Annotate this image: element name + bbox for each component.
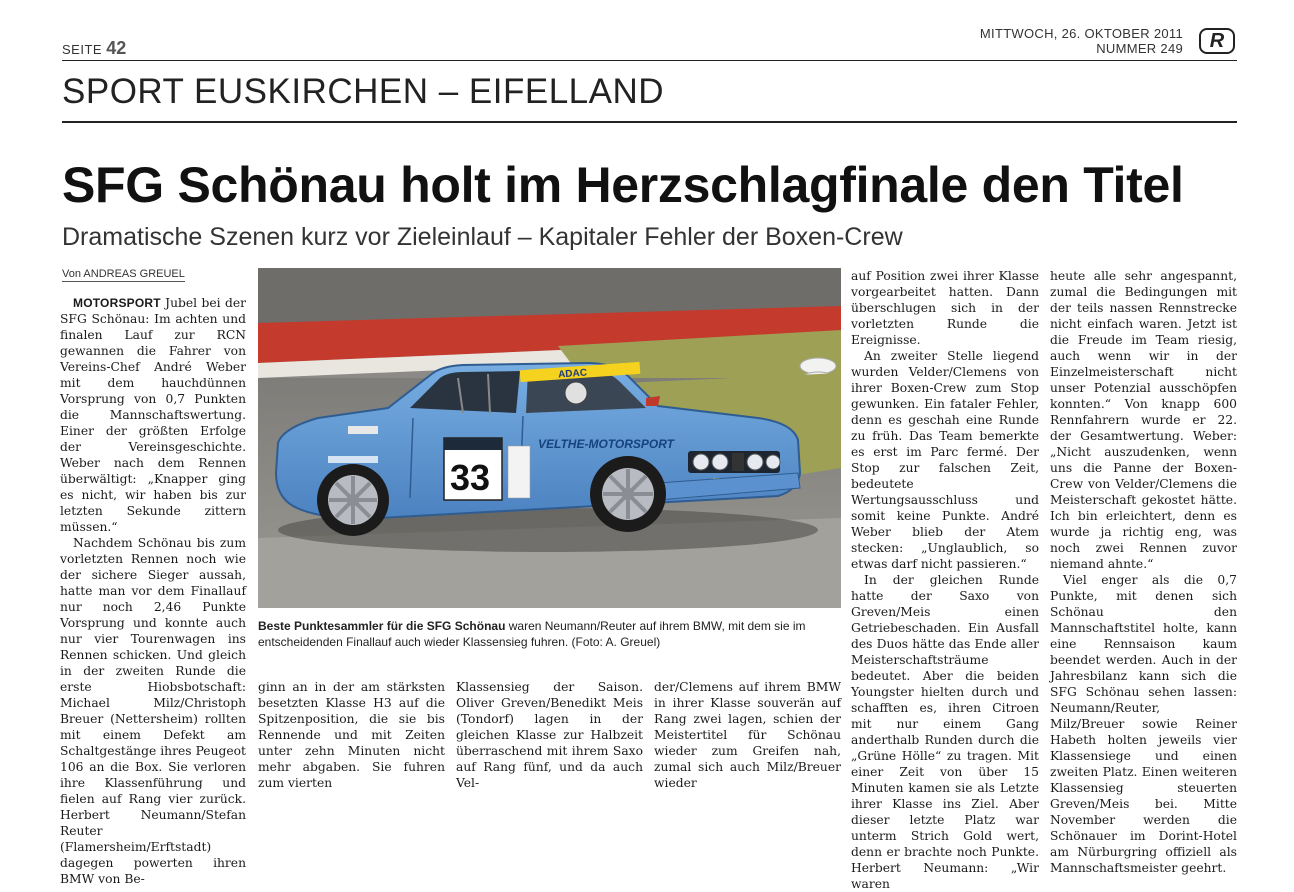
page-number: 42 xyxy=(106,38,127,58)
race-car-photo xyxy=(258,268,841,608)
article-headline: SFG Schönau holt im Herzschlagfinale den Titel xyxy=(62,157,1184,213)
article-paragraph: heute alle sehr angespannt, zumal die Bedingungen mit der teils nassen Rennstrecke nicht einfach waren. Jetzt ist die Freude im Team riesig, auch wenn wir in der Einzelmeisterschaft nicht unser Potenzial ausschöpfen konnten.“ Von knapp 600 Rennfahrern wurde er 22. der Gesamtwertung. Weber: „Nicht auszudenken, wenn uns die Panne der Boxen-Crew von Velder/Clemens die Meisterschaft gekostet hätte. Ich bin erleichtert, denn es wurde ja richtig eng, was noch zwei Rennen zuvor niemand ahnte.“ xyxy=(1050,269,1237,571)
article-column-2 xyxy=(258,679,445,790)
article-column-5 xyxy=(851,268,1039,891)
article-column-4 xyxy=(654,679,841,790)
header-rule xyxy=(62,60,1237,61)
caption-bold: Beste Punktesammler für die SFG Schönau xyxy=(258,619,506,633)
article-byline: Von ANDREAS GREUEL xyxy=(62,268,185,280)
article-paragraph: In der gleichen Runde hatte der Saxo von Greven/Meis einen Getriebeschaden. Ein Ausfall des Duos hätte das Ende aller Meisterschaftsträume bedeutet. Aber die beiden Youngster hielten durch und schafften es, ihren Citroen mit nur einem Gang anderthalb Runden durch die „Grüne Hölle“ zu tragen. Mit einer Zeit von über 15 Minuten kamen sie als Letzte ihrer Klasse ins Ziel. Aber dieser letzte Platz war unterm Strich Gold wert, denn er brachte noch Punkte. Herbert Neumann: „Wir waren xyxy=(851,573,1039,891)
article-paragraph: An zweiter Stelle liegend wurden Velder/Clemens von ihrer Boxen-Crew zum Stop gewunken. Ein fataler Fehler, denn es geschah eine Runde zu früh. Das Team bemerkte es erst im Parc fermé. Der Stop zur falschen Zeit, bedeutete Wertungsausschluss und somit keine Punkte. André Weber blieb der Atem stecken: „Unglaublich, so etwas darf nicht passieren.“ xyxy=(851,349,1039,571)
door-lettering: VELTHE-MOTORSPORT xyxy=(538,437,675,451)
front-wheel xyxy=(590,456,666,532)
article-column-6 xyxy=(1050,268,1237,875)
article-column-3 xyxy=(456,679,643,790)
issue-date: MITTWOCH, 26. OKTOBER 2011 xyxy=(979,26,1183,41)
rear-wheel xyxy=(317,464,389,536)
article-paragraph: Nachdem Schönau bis zum vorletzten Rennen noch wie der sichere Sieger aussah, hatte man vor dem Finallauf nur noch 2,46 Punkte Vorsprung und konnte auch nur vier Tourenwagen ins Rennen schicken. Und gleich in der zweiten Runde die erste Hiobsbotschaft: Michael Milz/Christoph Breuer (Nettersheim) rollten mit einem Defekt am Schaltgestänge ihres Peugeot 106 an die Box. Sie verloren ihre Klassenführung und fielen auf Rang vier zurück. Herbert Neumann/Stefan Reuter (Flamersheim/Erftstadt) dagegen powerten ihren BMW von Be- xyxy=(60,536,246,886)
windshield-banner: ADAC xyxy=(557,367,588,381)
issue-info xyxy=(900,26,1183,56)
article-kicker: MOTORSPORT xyxy=(73,296,161,310)
newspaper-logo: R xyxy=(1199,28,1235,54)
page-label: SEITE xyxy=(62,42,103,57)
car-number: 33 xyxy=(450,457,491,498)
article-paragraph xyxy=(60,295,246,535)
issue-number: NUMMER 249 xyxy=(1096,41,1183,56)
article-subheadline: Dramatische Szenen kurz vor Zieleinlauf – Kapitaler Fehler der Boxen-Crew xyxy=(62,223,903,251)
photo-caption xyxy=(258,618,841,650)
section-title: SPORT EUSKIRCHEN – EIFELLAND xyxy=(62,72,665,111)
article-text: Jubel bei der SFG Schönau: Im achten und finalen Lauf zur RCN gewannen die Fahrer von Vereins-Chef André Weber mit dem hauchdünnen Vorsprung von 0,7 Punkten die Mannschaftswertung. Einer der größten Erfolge der Vereinsgeschichte. Weber nach dem Rennen überwältigt: „Knapper ging es nicht, wir haben bis zur letzten Sekunde zittern müssen.“ xyxy=(60,296,246,534)
section-rule xyxy=(62,121,1237,123)
caption-text: waren Neumann/Reuter auf ihrem BMW, mit dem sie im entscheidenden Finallauf auch wieder Klassensieg fuhren. (Foto: A. Greuel) xyxy=(258,619,806,649)
article-paragraph: Viel enger als die 0,7 Punkte, mit denen sich Schönau den Mannschaftstitel holte, kann eine Rennsaison kaum beendet werden. Auch in der Jahresbilanz kann sich die SFG Schönau sehen lassen: Neumann/Reuter, Milz/Breuer sowie Reiner Habeth holten jeweils vier Klassensiege und einen zweiten Platz. Einen weiteren Klassensieg steuerten Greven/Meis bei. Mitte November werden die Schönauer im Dorint-Hotel am Nürburgring offiziell als Mannschaftsmeister geehrt. xyxy=(1050,573,1237,875)
article-column-1 xyxy=(60,295,246,886)
page-number-label xyxy=(62,38,126,59)
article-paragraph: auf Position zwei ihrer Klasse vorgearbeitet hatten. Dann überschlugen sich in der vorletzten Runde die Ereignisse. xyxy=(851,269,1039,347)
article-paragraph: ginn an in der am stärksten besetzten Klasse H3 auf die Spitzenposition, die sie bis Rennende und mit Zeiten unter zehn Minuten nicht mehr abgaben. Sie fuhren zum vierten xyxy=(258,680,445,790)
article-paragraph: Klassensieg der Saison. Oliver Greven/Benedikt Meis (Tondorf) lagen in der gleichen Klasse zur Halbzeit überraschend mit ihrem Saxo auf Rang fünf, und da auch Vel- xyxy=(456,680,643,790)
article-paragraph: der/Clemens auf ihrem BMW in ihrer Klasse souverän auf Rang zwei lagen, schien der Meistertitel für Schönau wieder zum Greifen nah, zumal sich auch Milz/Breuer wieder xyxy=(654,680,841,790)
